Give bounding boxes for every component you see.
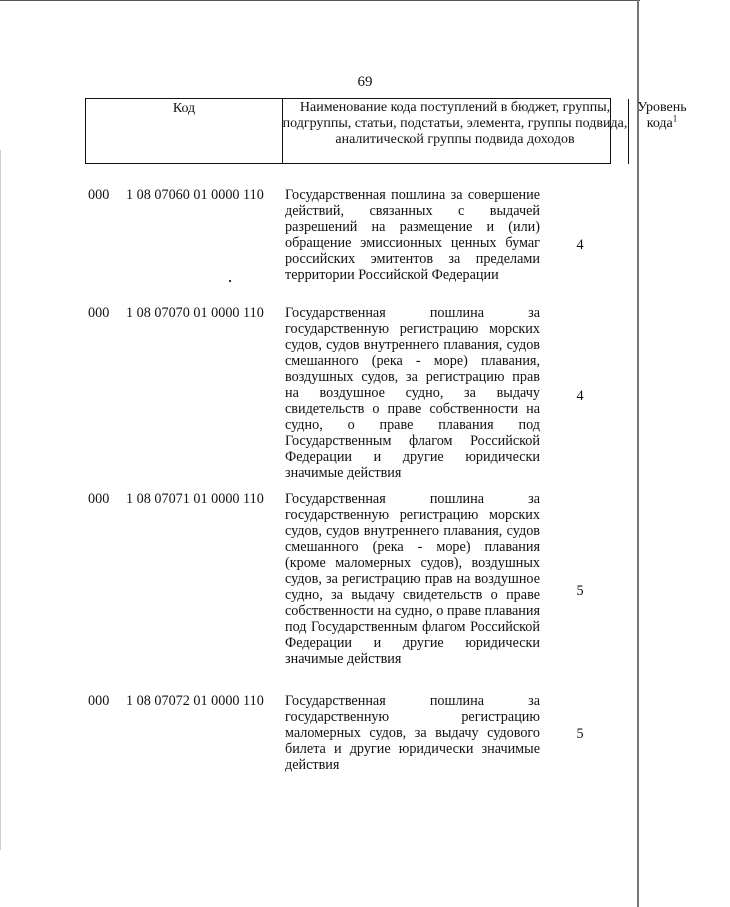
level-value: 5 xyxy=(576,583,584,599)
header-code-cell xyxy=(86,99,283,163)
budget-code: 1 08 07060 01 0000 110 xyxy=(126,187,264,203)
header-level-suffix: а xyxy=(666,116,673,131)
header-level: Уровень код xyxy=(637,100,687,131)
income-name: Государственная пошлина за государственную регистрацию морских судов, судов внутреннего плавания, судов смешанного (река - море) плавания, воздушных судов, за регистрацию прав на воздушное судно, за выдачу свидетельств о праве собственности на судно, о праве плавания под Государственным флагом Российской Федерации и другие юридически значимые действия xyxy=(285,305,540,481)
table-row xyxy=(0,491,640,693)
scan-speck xyxy=(229,280,231,282)
budget-code: 1 08 07071 01 0000 110 xyxy=(126,491,264,507)
table-row xyxy=(0,693,640,781)
table-row xyxy=(0,305,640,487)
admin-code: 000 xyxy=(88,305,110,321)
header-code: Код xyxy=(172,101,196,116)
header-name: Наименование кода поступлений в бюджет, группы, подгруппы, статьи, подстатьи, элемента, группы подвида, аналитической группы подвида доходов xyxy=(282,99,629,164)
admin-code: 000 xyxy=(88,187,110,203)
level-value: 5 xyxy=(576,726,584,742)
admin-code: 000 xyxy=(88,491,110,507)
budget-code: 1 08 07070 01 0000 110 xyxy=(126,305,264,321)
income-name: Государственная пошлина за государственную регистрацию морских судов, судов внутреннего плавания, судов смешанного (река - море) плавания (кроме маломерных судов), воздушных судов, за регистрацию прав на воздушное судно, за выдачу свидетельств о праве собственности на судно, о праве плавания под Государственным флагом Российской Федерации и другие юридически значимые действия xyxy=(285,491,540,667)
page-number: 69 xyxy=(357,74,373,90)
budget-code: 1 08 07072 01 0000 110 xyxy=(126,693,264,709)
income-name: Государственная пошлина за государственную регистрацию маломерных судов, за выдачу судового билета и другие юридически значимые действия xyxy=(285,693,540,773)
admin-code: 000 xyxy=(88,693,110,709)
header-level-cell xyxy=(628,99,696,164)
table-header xyxy=(85,98,687,164)
table-row xyxy=(0,187,640,305)
level-value: 4 xyxy=(576,237,584,253)
footnote-marker: 1 xyxy=(672,113,678,124)
level-value: 4 xyxy=(576,388,584,404)
income-name: Государственная пошлина за совершение действий, связанных с выдачей разрешений на размещение и (или) обращение эмиссионных ценных бумаг российских эмитентов за пределами территории Российской Федерации xyxy=(285,187,540,283)
scan-edge-top xyxy=(0,0,640,1)
